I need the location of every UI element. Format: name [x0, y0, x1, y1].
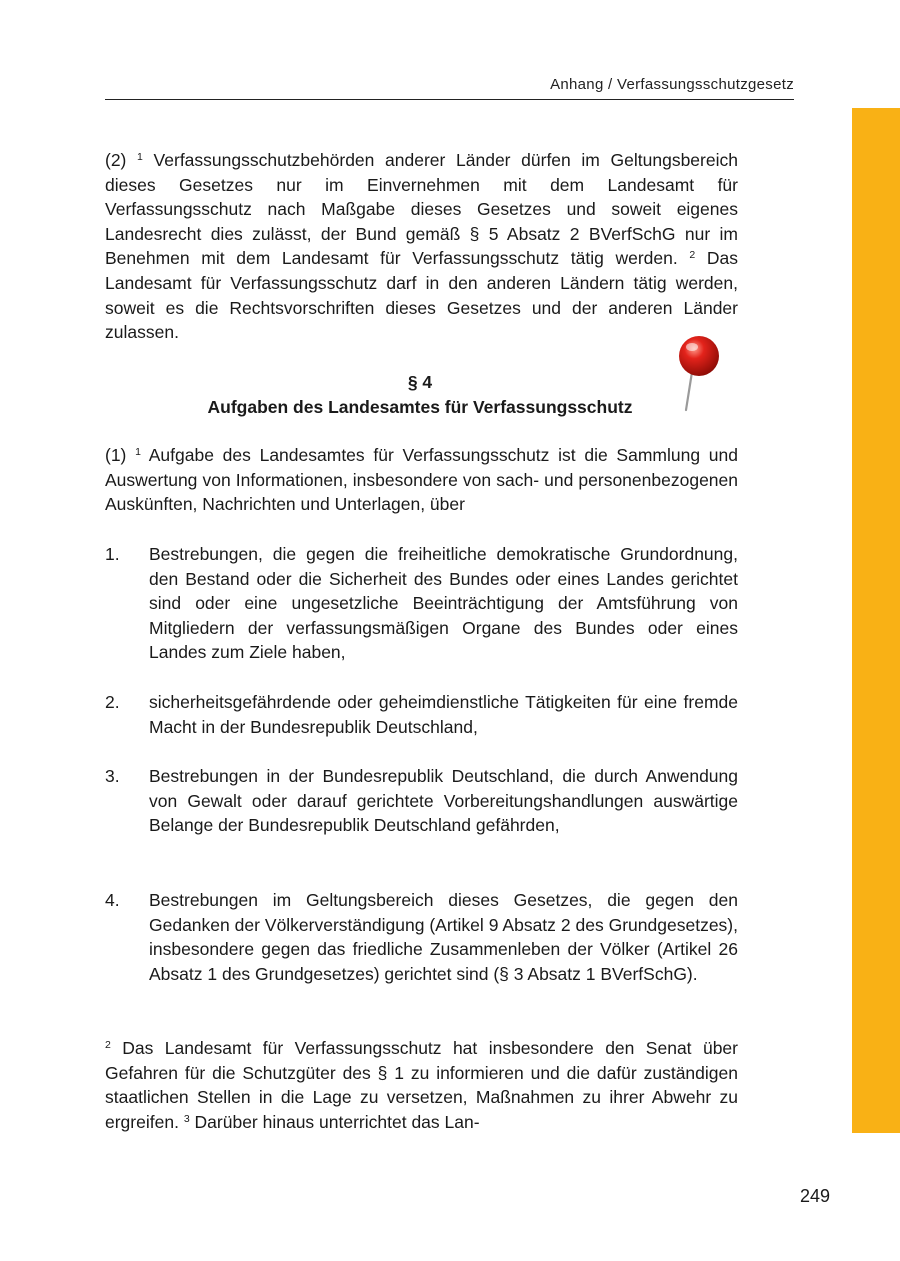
list-item-number: 3. [105, 766, 120, 786]
list-item-number: 4. [105, 890, 120, 910]
sentence-number: 2 [689, 249, 696, 262]
paragraph-1 [105, 443, 738, 517]
paragraph-text: Verfassungsschutzbehörden anderer Länder dürfen im Geltungsbereich dieses Gesetzes nur im Einvernehmen mit dem Landesamt für Verfassungsschutz nach Maßgabe dieses Gesetzes und soweit eigenes Landesrecht dies zulässt, der Bund gemäß § 5 Absatz 2 BVerfSchG nur im Benehmen mit dem Landesamt für Verfassungsschutz tätig werden. [105, 150, 738, 269]
header-rule [105, 99, 794, 100]
list-item-number: 1. [105, 544, 120, 564]
section-title: Aufgaben des Landesamtes für Verfassungsschutz [207, 397, 633, 417]
list-item-number: 2. [105, 692, 120, 712]
paragraph-label: (2) [105, 150, 127, 170]
list-item-text: Bestrebungen, die gegen die freiheitliche demokratische Grundordnung, den Bestand oder die Sicherheit des Bundes oder eines Landes gerichtet sind oder eine ungesetzliche Beeinträchtigung der Amtsführung von Mitgliedern der verfassungsmäßigen Organe des Bundes oder eines Landes zum Ziele haben, [149, 544, 738, 663]
paragraph-2 [105, 148, 738, 345]
list-item-text: Bestrebungen in der Bundesrepublik Deutschland, die durch Anwendung von Gewalt oder darauf gerichtete Vorbereitungshandlungen auswärtige Belange der Bundesrepublik Deutschland gefährden, [149, 766, 738, 836]
list-item-text: sicherheitsgefährdende oder geheimdienstliche Tätigkeiten für eine fremde Macht in der Bundesrepublik Deutschland, [149, 692, 738, 737]
running-head: Anhang / Verfassungsschutzgesetz [550, 76, 794, 93]
closing-paragraph [105, 1036, 738, 1134]
list-item-text: Bestrebungen im Geltungsbereich dieses Gesetzes, die gegen den Gedanken der Völkerverständigung (Artikel 9 Absatz 2 des Grundgesetzes), insbesondere gegen das friedliche Zusammenleben der Völker (Artikel 26 Absatz 1 des Grundgesetzes) gerichtet sind (§ 3 Absatz 1 BVerfSchG). [149, 890, 738, 984]
section-number: § 4 [407, 372, 433, 392]
paragraph-text: Das Landesamt für Verfassungsschutz hat insbesondere den Senat über Gefahren für die Schutzgüter des § 1 zu informieren und die dafür zuständigen staatlichen Stellen in die Lage zu versetzen, Maßnahmen zu ihrer Abwehr zu ergreifen. [105, 1038, 738, 1132]
sentence-number: 1 [137, 151, 143, 163]
paragraph-label: (1) [105, 445, 127, 465]
paragraph-text: Darüber hinaus unterrichtet das Lan- [194, 1111, 480, 1132]
thumb-index-tab [852, 108, 900, 1133]
page-number: 249 [799, 1186, 830, 1206]
sentence-number: 2 [105, 1039, 111, 1051]
paragraph-text: Aufgabe des Landesamtes für Verfassungsschutz ist die Sammlung und Auswertung von Informationen, insbesondere von sach- und personenbezogenen Auskünften, Nachrichten und Unterlagen, über [105, 445, 738, 515]
sentence-number: 3 [183, 1112, 190, 1125]
paragraph-text: Das Landesamt für Verfassungsschutz darf in den anderen Ländern tätig werden, soweit es die Rechtsvorschriften dieses Gesetzes und der anderen Länder zulassen. [105, 248, 738, 343]
sentence-number: 1 [135, 446, 141, 458]
